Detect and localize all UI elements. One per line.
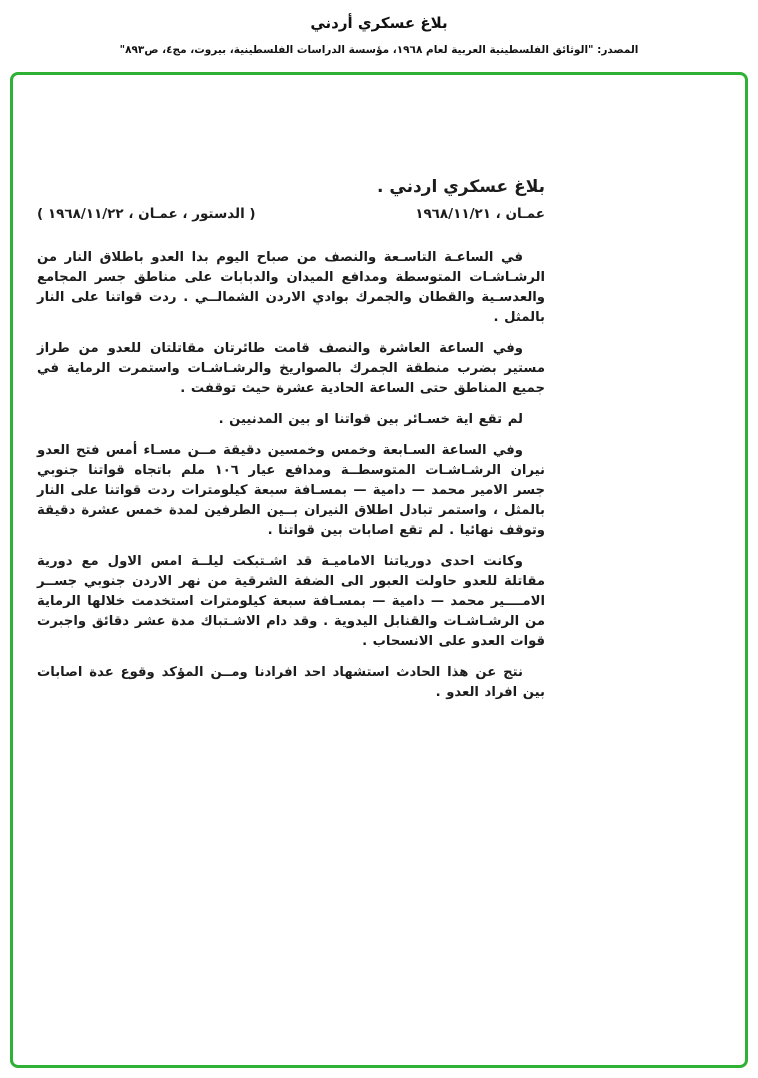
communique-body <box>37 248 545 703</box>
communique-paragraph-4: وفي الساعة السـابعة وخمس وخمسين دقيقة مــن مسـاء أمس فتح العدو نيران الرشـاشـات المتوسطــة ومدافع عيار ١٠٦ ملم باتجاه قواتنا جنوبي جسر الامير محمد — دامية — بمسـافة سبعة كيلومترات ردت قواتنا على النار بالمثل ، واستمر تبادل اطلاق النيران بــين الطرفين لمدة خمس عشرة دقيقة وتوقف نهائيا . لم تقع اصابات بين قواتنا . <box>37 443 545 538</box>
dateline-publication-ref: ( الدستور ، عمـان ، ١٩٦٨/١١/٢٢ ) <box>37 206 256 222</box>
document-heading: بلاغ عسكري أردني <box>310 14 448 32</box>
dateline-place-date: عمـان ، ١٩٦٨/١١/٢١ <box>415 206 545 222</box>
document-frame <box>10 72 748 1068</box>
communique-paragraph-5: وكانت احدى دورياتنا الاماميـة قد اشـتبكت ليلــة امس الاول مع دورية مقاتلة للعدو حاولت العبور الى الضفة الشرقية من نهر الاردن جنوبي جســر الامــــير محمد — دامية — بمسـافة سبعة كيلومترات استخدمت خلالها الرماية من الرشـاشـات والقنابل اليدوية . وقد دام الاشـتباك مدة عشر دقائق واجبرت قوات العدو على الانسحاب . <box>37 554 545 649</box>
communique-paragraph-2: وفي الساعة العاشرة والنصف قامت طائرتان مقاتلتان للعدو من طراز مستير بضرب منطقة الجمرك بالصواريخ والرشـاشـات واستمرت الرماية في جميع المناطق حتى الساعة الحادية عشرة حيث توقفت . <box>37 341 545 396</box>
communique-paragraph-6: نتج عن هذا الحادث استشهاد احد افرادنا ومــن المؤكد وقوع عدة اصابات بين افراد العدو . <box>37 665 545 700</box>
scanned-document <box>37 177 545 703</box>
page-header <box>0 14 758 56</box>
source-citation: المصدر: "الوثائق الفلسطينية العربية لعام ١٩٦٨، مؤسسة الدراسات الفلسطينية، بيروت، مج٤، ص٨٩٣" <box>119 44 639 56</box>
communique-title: بلاغ عسكري اردني . <box>377 177 545 197</box>
dateline <box>37 206 545 222</box>
communique-paragraph-1: في الساعـة التاسـعة والنصف من صباح اليوم بدا العدو باطلاق النار من الرشـاشـات المتوسطة ومدافع الميدان والدبابات على مناطق جسر المجامع والعدسـية والقطان والجمرك بوادي الاردن الشمالــي . ردت قواتنا على النار بالمثل . <box>37 250 545 325</box>
communique-paragraph-3: لم تقع اية خسـائر بين قواتنا او بين المدنيين . <box>218 412 523 427</box>
